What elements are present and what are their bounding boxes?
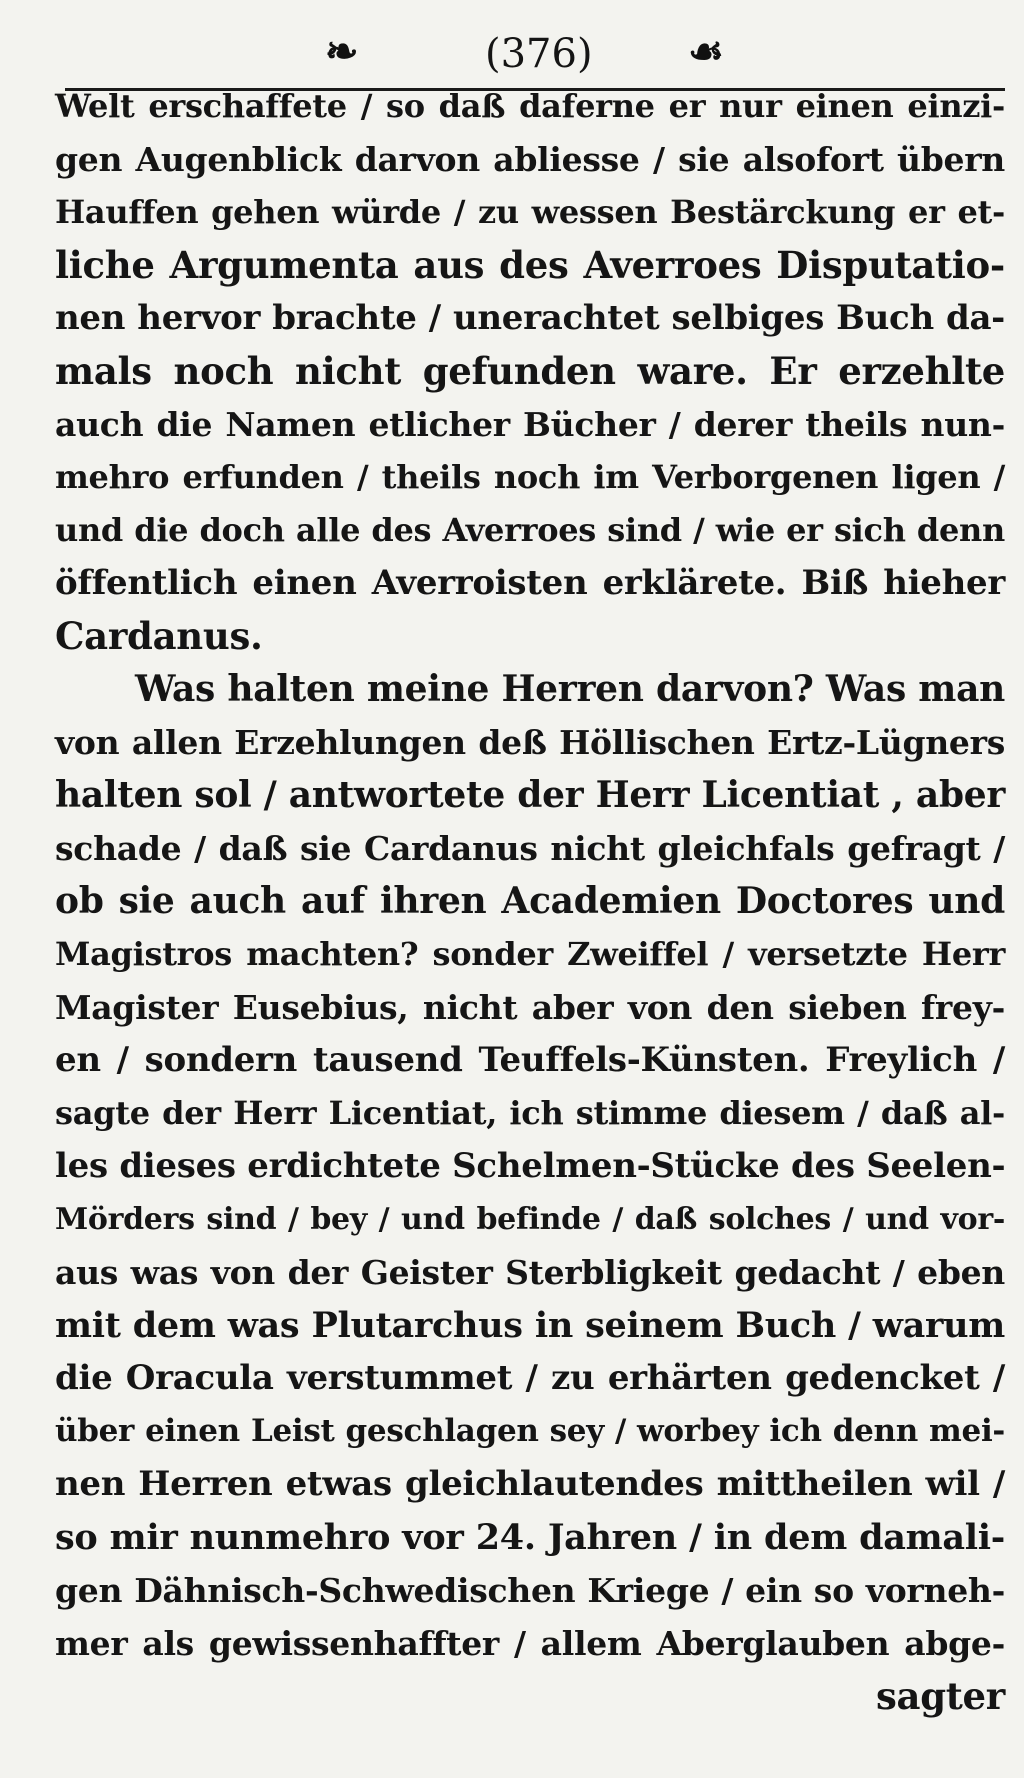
text-line: auch die Namen etlicher Bücher / derer theils nun- [55, 405, 1005, 444]
text-line: nen hervor brachte / unerachtet selbiges Buch da- [55, 298, 1005, 338]
text-line: mals noch nicht gefunden ware. Er erzehlte [55, 349, 1005, 393]
text-line: mit dem was Plutarchus in seinem Buch / warum [55, 1305, 1005, 1346]
page-header [0, 18, 1024, 88]
text-line: Magister Eusebius, nicht aber von den sieben frey- [55, 988, 1005, 1027]
text-line: aus was von der Geister Sterbligkeit gedacht / eben [55, 1253, 1005, 1292]
text-line: über einen Leist geschlagen sey / worbey ich denn mei- [55, 1413, 1005, 1449]
catchword: sagter [875, 1674, 1005, 1718]
text-line: nen Herren etwas gleichlautendes mittheilen wil / [55, 1464, 1005, 1504]
text-line: Mörders sind / bey / und befinde / daß solches / und vor- [55, 1202, 1005, 1237]
body-text [55, 80, 1005, 1723]
text-line: mer als gewissenhaffter / allem Aberglauben abge- [55, 1624, 1005, 1663]
text-line: Magistros machten? sonder Zweiffel / versetzte Herr [55, 935, 1005, 973]
text-line: en / sondern tausend Teuffels-Künsten. Freylich / [55, 1040, 1005, 1080]
text-line: Was halten meine Herren darvon? Was man [135, 668, 1005, 710]
text-line: mehro erfunden / theils noch im Verborgenen ligen / [55, 458, 1005, 496]
text-line: gen Dähnisch-Schwedischen Kriege / ein so vorneh- [55, 1571, 1005, 1610]
page-number: (376) [485, 31, 593, 77]
text-line: Cardanus. [55, 614, 263, 658]
text-line: so mir nunmehro vor 24. Jahren / in dem damali- [55, 1517, 1005, 1558]
text-line: und die doch alle des Averroes sind / wie er sich denn [55, 511, 1005, 549]
text-line: Hauffen gehen würde / zu wessen Bestärckung er et- [55, 193, 1005, 231]
text-line: gen Augenblick darvon abliesse / sie alsofort übern [55, 140, 1005, 179]
ornament-left-icon: ❧ [325, 28, 359, 75]
text-line: ob sie auch auf ihren Academien Doctores und [55, 880, 1005, 922]
text-line: Welt erschaffete / so daß daferne er nur einen einzi- [55, 87, 1005, 125]
text-line: schade / daß sie Cardanus nicht gleichfals gefragt / [55, 829, 1005, 868]
text-line: sagte der Herr Licentiat, ich stimme diesem / daß al- [55, 1094, 1005, 1132]
text-line: die Oracula verstummet / zu erhärten gedencket / [55, 1358, 1005, 1398]
ornament-right-icon: ☙ [688, 28, 724, 75]
text-line: liche Argumenta aus des Averroes Disputatio- [55, 243, 1005, 287]
text-line: von allen Erzehlungen deß Höllischen Ertz-Lügners [55, 723, 1005, 762]
text-line: öffentlich einen Averroisten erklärete. Biß hieher [55, 563, 1005, 603]
text-line: les dieses erdichtete Schelmen-Stücke des Seelen- [55, 1146, 1006, 1186]
text-line: halten sol / antwortete der Herr Licentiat , aber [55, 774, 1005, 816]
